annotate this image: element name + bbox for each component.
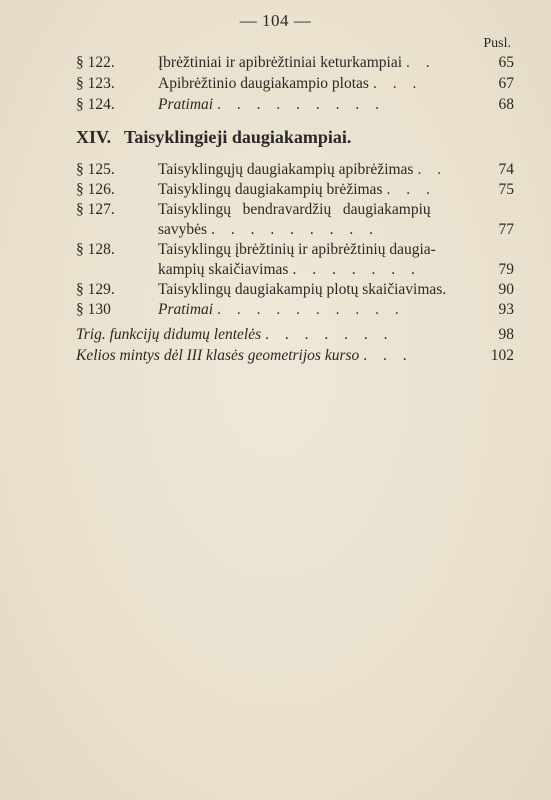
- page-ref: 90: [498, 281, 514, 298]
- toc-entry-128: [76, 241, 514, 261]
- page-ref: 67: [498, 75, 514, 92]
- appendix-title: Trig. funkcijų didumų lentelės: [76, 326, 262, 343]
- toc-entry-129: [76, 281, 514, 301]
- toc-entry-130: [76, 301, 514, 321]
- toc-entry-trig-tables: [76, 326, 514, 346]
- toc-entry-124: [76, 96, 514, 116]
- section-title: Taisyklingų daugiakampių brėžimas: [158, 181, 383, 198]
- section-title: Taisyklingų bendravardžių daugiakampių: [158, 201, 431, 218]
- section-title: Taisyklingų daugiakampių plotų skaičiavimas.: [158, 281, 447, 298]
- page-ref: 98: [498, 326, 514, 343]
- leader-dots: . . .: [372, 75, 423, 92]
- page-ref: 65: [498, 54, 514, 71]
- section-number: § 130: [76, 301, 111, 318]
- section-number: § 122.: [76, 54, 115, 71]
- section-number: § 128.: [76, 241, 115, 258]
- toc-entry-126: [76, 181, 514, 201]
- section-number: § 125.: [76, 161, 115, 178]
- leader-dots: . . .: [363, 347, 413, 364]
- leader-dots: . .: [406, 54, 436, 71]
- section-number: § 129.: [76, 281, 115, 298]
- page-ref: 68: [498, 96, 514, 113]
- toc-entry-122: [76, 54, 514, 74]
- leader-dots: . . .: [386, 181, 436, 198]
- section-title: Apibrėžtinio daugiakampio plotas: [158, 75, 369, 92]
- toc-entry-127-continuation: [158, 221, 514, 241]
- page-ref: 79: [498, 261, 514, 278]
- page-number: — 104 —: [239, 11, 312, 30]
- section-title: Taisyklingųjų daugiakampių apibrėžimas: [158, 161, 414, 178]
- page-ref: 77: [498, 221, 514, 238]
- page-column-header: Pusl.: [483, 36, 511, 51]
- section-number: § 127.: [76, 201, 115, 218]
- page-ref: 93: [498, 301, 514, 318]
- toc-entry-128-continuation: [158, 261, 514, 281]
- toc-entry-125: [76, 161, 514, 181]
- toc-entry-geometry-thoughts: [76, 347, 514, 367]
- section-title: Pratimai: [158, 301, 214, 318]
- section-title: Įbrėžtiniai ir apibrėžtiniai keturkampiai: [158, 54, 403, 71]
- toc-entry-127: [76, 201, 514, 221]
- leader-dots: . .: [417, 161, 448, 178]
- section-title: Pratimai: [158, 96, 214, 113]
- appendix-title: Kelios mintys dėl III klasės geometrijos kurso: [76, 347, 360, 364]
- section-number: § 123.: [76, 75, 115, 92]
- leader-dots: . . . . . . . . .: [217, 96, 385, 113]
- chapter-number: XIV.: [76, 127, 112, 147]
- leader-dots: . . . . . . .: [292, 261, 421, 278]
- section-title-continuation: kampių skaičiavimas: [158, 261, 289, 278]
- section-title: Taisyklingų įbrėžtinių ir apibrėžtinių daugia-: [158, 241, 436, 258]
- section-number: § 126.: [76, 181, 115, 198]
- leader-dots: . . . . . . .: [265, 326, 394, 343]
- page-ref: 74: [498, 161, 514, 178]
- toc-entry-123: [76, 75, 514, 95]
- page-ref: 102: [490, 347, 514, 364]
- section-number: § 124.: [76, 96, 115, 113]
- leader-dots: . . . . . . . . .: [211, 221, 379, 238]
- page-ref: 75: [498, 181, 514, 198]
- chapter-title: Taisyklingieji daugiakampiai.: [124, 127, 352, 147]
- chapter-heading: [76, 127, 351, 148]
- leader-dots: . . . . . . . . . .: [217, 301, 405, 318]
- section-title-continuation: savybės: [158, 221, 208, 238]
